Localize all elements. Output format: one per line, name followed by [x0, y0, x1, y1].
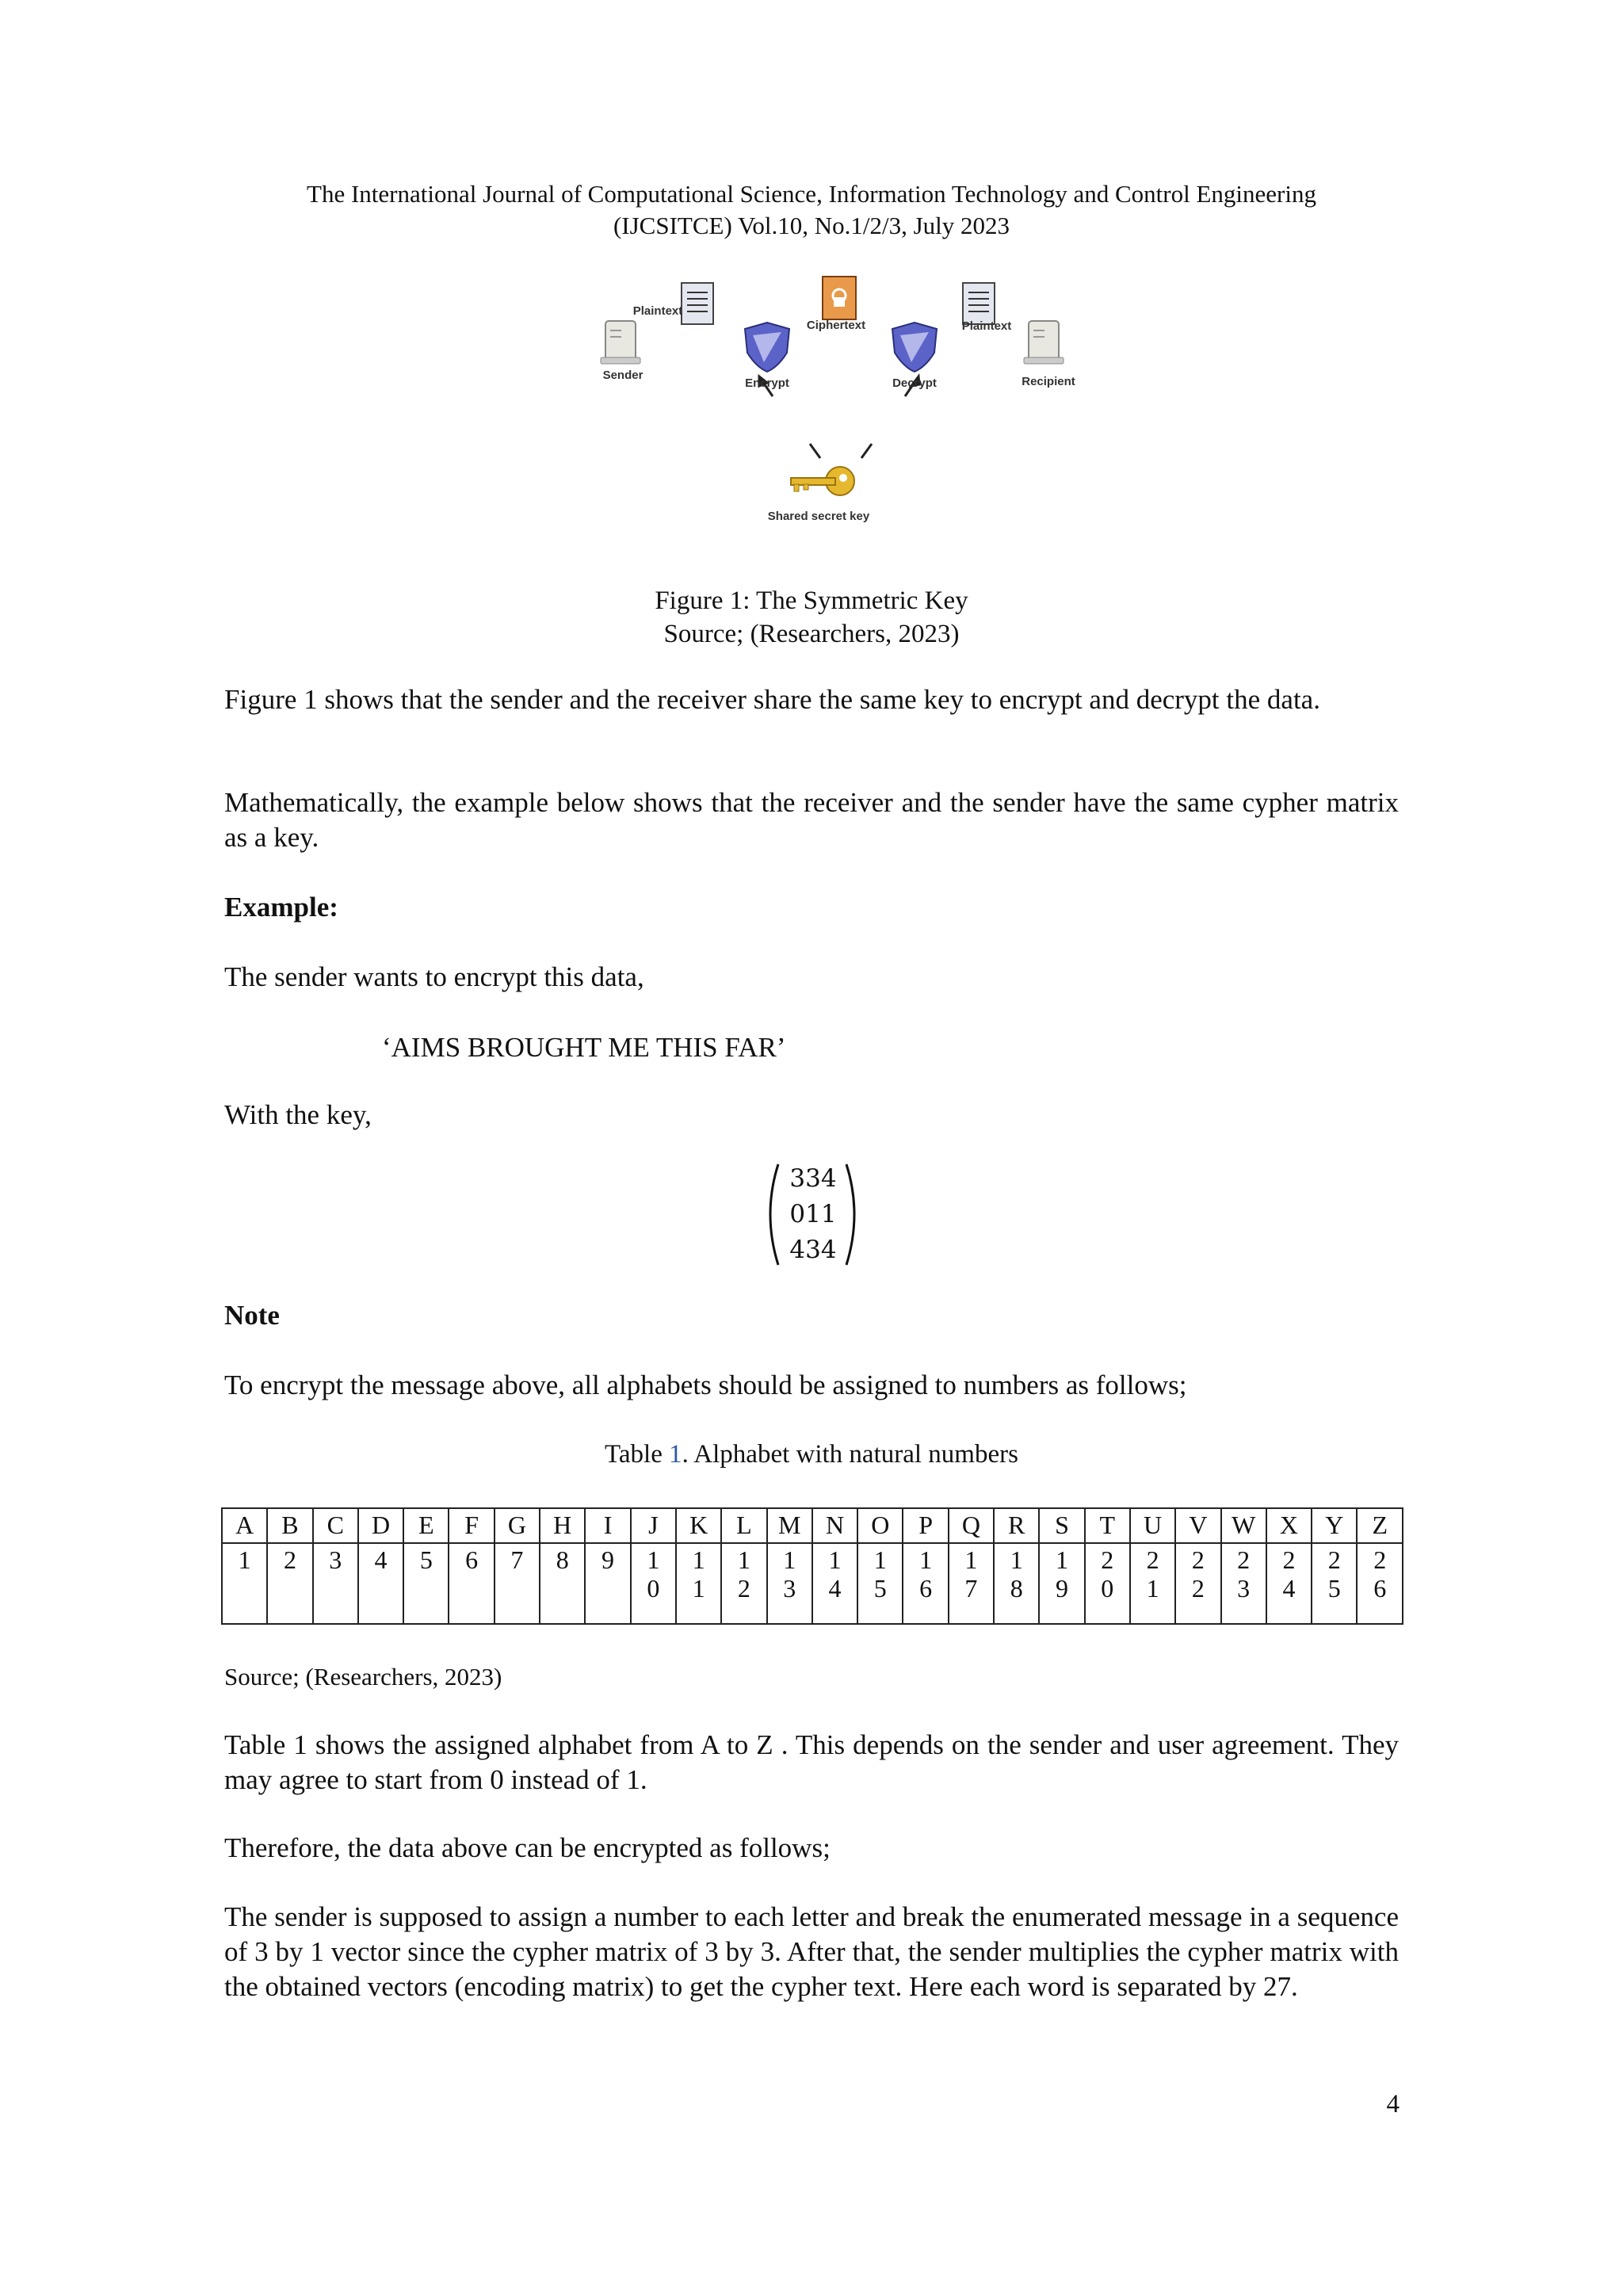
number-cell [857, 1543, 903, 1624]
number-cell [812, 1543, 857, 1624]
table-caption-prefix: Table [605, 1440, 670, 1469]
matrix-row-1: 334 [789, 1164, 837, 1193]
number-value: 13 [783, 1545, 796, 1603]
letter-cell: I [585, 1508, 630, 1543]
number-cell [767, 1543, 812, 1624]
number-value: 14 [828, 1545, 842, 1603]
number-cell [1130, 1543, 1175, 1624]
letter-cell: Z [1357, 1508, 1403, 1543]
number-value: 17 [964, 1545, 978, 1603]
letter-cell: L [721, 1508, 766, 1543]
journal-header-line-2: (IJCSITCE) Vol.10, No.1/2/3, July 2023 [613, 212, 1010, 239]
recipient-label: Recipient [1022, 375, 1075, 388]
shared-key-label: Shared secret key [767, 510, 870, 523]
number-cell [358, 1543, 403, 1624]
paragraph-with-key: With the key, [224, 1099, 372, 1130]
number-cell [721, 1543, 766, 1624]
number-value: 12 [737, 1545, 750, 1603]
letter-cell: P [903, 1508, 948, 1543]
number-value: 18 [1010, 1545, 1023, 1603]
sender-label: Sender [602, 369, 643, 382]
paragraph-table-explanation: Table 1 shows the assigned alphabet from A to Z . This depends on the sender and user agreement. They may agree to start from 0 instead of 1. [224, 1729, 1399, 1795]
letter-cell: T [1085, 1508, 1130, 1543]
letter-cell: V [1175, 1508, 1220, 1543]
letter-cell: A [222, 1508, 267, 1543]
plaintext-label-right: Plaintext [961, 319, 1012, 333]
letter-cell: Q [949, 1508, 994, 1543]
number-cell [1085, 1543, 1130, 1624]
letter-cell: D [358, 1508, 403, 1543]
number-cell [313, 1543, 358, 1624]
matrix-row-2: 011 [789, 1200, 837, 1228]
number-cell [585, 1543, 630, 1624]
letter-cell: F [449, 1508, 494, 1543]
number-value: 6 [465, 1545, 479, 1574]
figure-source: Source; (Researchers, 2023) [663, 620, 960, 648]
paragraph-figure-explanation: Figure 1 shows that the sender and the receiver share the same key to encrypt and decrypt the data. [224, 684, 1320, 715]
number-value: 11 [692, 1545, 705, 1603]
decrypt-label: Decrypt [892, 376, 937, 390]
example-heading: Example: [224, 892, 338, 923]
paragraph-encryption-procedure: The sender is supposed to assign a number to each letter and break the enumerated message in a sequence of 3 by 1 vector since the cypher matrix of 3 by 3. After that, the sender multiplies the cypher matrix with the obtained vectors (encoding matrix) to get the cypher text. Here each word is separated by 27. [224, 1901, 1399, 2002]
letter-cell: U [1130, 1508, 1175, 1543]
page-number: 4 [1386, 2090, 1400, 2118]
number-value: 2 [283, 1545, 296, 1574]
note-heading: Note [224, 1300, 280, 1331]
table-source: Source; (Researchers, 2023) [224, 1663, 502, 1690]
plaintext-label-left: Plaintext [632, 304, 683, 318]
letter-cell: G [495, 1508, 540, 1543]
ciphertext-label: Ciphertext [806, 319, 866, 332]
journal-header-line-1: The International Journal of Computational Science, Information Technology and Control Engineering [307, 180, 1316, 208]
plaintext-message: ‘AIMS BROUGHT ME THIS FAR’ [382, 1032, 786, 1063]
letter-cell: M [767, 1508, 812, 1543]
number-value: 15 [873, 1545, 887, 1603]
paragraph-sender-wants: The sender wants to encrypt this data, [224, 961, 644, 992]
number-value: 4 [374, 1545, 388, 1574]
recipient-computer-icon [1024, 321, 1064, 364]
letter-cell: H [540, 1508, 585, 1543]
number-cell [1312, 1543, 1357, 1624]
number-value: 23 [1237, 1545, 1251, 1603]
number-value: 25 [1327, 1545, 1341, 1603]
number-cell [1221, 1543, 1266, 1624]
number-cell [1039, 1543, 1084, 1624]
number-value: 10 [647, 1545, 660, 1603]
number-cell [631, 1543, 676, 1624]
number-cell [222, 1543, 267, 1624]
number-value: 9 [601, 1545, 615, 1574]
number-cell [1266, 1543, 1312, 1624]
letter-cell: W [1221, 1508, 1266, 1543]
letter-cell: K [676, 1508, 721, 1543]
number-cell [1175, 1543, 1220, 1624]
plaintext-document-icon [682, 283, 713, 324]
letter-cell: E [403, 1508, 449, 1543]
number-value: 16 [919, 1545, 933, 1603]
table-caption-number: 1 [669, 1440, 682, 1469]
letter-cell: X [1266, 1508, 1312, 1543]
number-value: 20 [1101, 1545, 1114, 1603]
shared-key-icon [791, 467, 854, 495]
letter-cell: O [857, 1508, 903, 1543]
number-cell [495, 1543, 540, 1624]
number-cell [267, 1543, 312, 1624]
encrypt-label: Encrypt [745, 376, 789, 390]
number-value: 3 [329, 1545, 342, 1574]
decrypt-shield-icon [892, 323, 937, 372]
paragraph-therefore: Therefore, the data above can be encrypted as follows; [224, 1832, 831, 1863]
number-value: 8 [556, 1545, 569, 1574]
number-cell [403, 1543, 449, 1624]
number-value: 21 [1146, 1545, 1159, 1603]
figure-caption: Figure 1: The Symmetric Key [655, 586, 968, 615]
alphabet-numbers-row [222, 1543, 1403, 1624]
sender-computer-icon [601, 321, 640, 364]
paragraph-mathematically: Mathematically, the example below shows that the receiver and the sender have the same cypher matrix as a key. [224, 787, 1399, 853]
number-value: 24 [1282, 1545, 1296, 1603]
letter-cell: C [313, 1508, 358, 1543]
number-cell [449, 1543, 494, 1624]
alphabet-letters-row [222, 1508, 1403, 1543]
number-value: 7 [510, 1545, 524, 1574]
table-caption-suffix: . Alphabet with natural numbers [682, 1440, 1018, 1469]
symmetric-key-diagram [594, 273, 1086, 535]
number-cell [903, 1543, 948, 1624]
number-cell [949, 1543, 994, 1624]
letter-cell: S [1039, 1508, 1084, 1543]
number-value: 5 [419, 1545, 433, 1574]
number-cell [994, 1543, 1039, 1624]
matrix-row-3: 434 [789, 1236, 837, 1264]
number-value: 26 [1373, 1545, 1387, 1603]
letter-cell: Y [1312, 1508, 1357, 1543]
number-cell [676, 1543, 721, 1624]
table-caption [0, 1438, 1623, 1471]
plaintext-document-icon-right [963, 283, 995, 324]
number-value: 19 [1055, 1545, 1068, 1603]
letter-cell: R [994, 1508, 1039, 1543]
number-cell [1357, 1543, 1403, 1624]
number-cell [540, 1543, 585, 1624]
encrypt-shield-icon [745, 323, 789, 372]
alphabet-table [221, 1507, 1403, 1625]
letter-cell: N [812, 1508, 857, 1543]
number-value: 1 [238, 1545, 251, 1574]
letter-cell: J [631, 1508, 676, 1543]
ciphertext-document-icon [823, 277, 856, 319]
letter-cell: B [267, 1508, 312, 1543]
key-matrix [761, 1161, 864, 1268]
paragraph-encrypt-instructions: To encrypt the message above, all alphabets should be assigned to numbers as follows; [224, 1370, 1187, 1400]
number-value: 22 [1191, 1545, 1205, 1603]
